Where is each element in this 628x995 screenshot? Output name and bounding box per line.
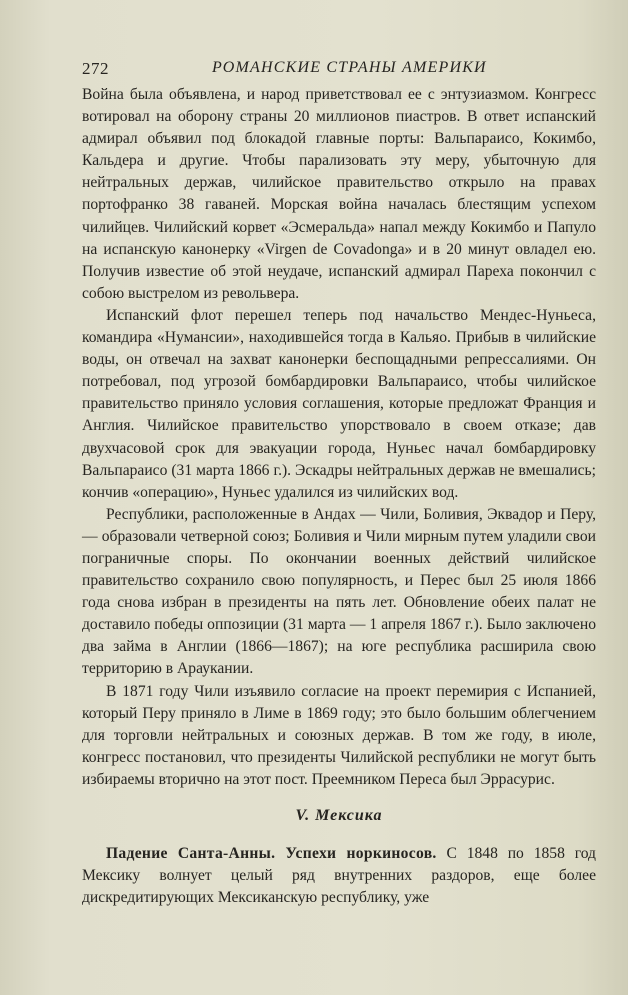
running-title: РОМАНСКИЕ СТРАНЫ АМЕРИКИ: [212, 59, 487, 76]
section-heading: V. Мексика: [295, 807, 383, 824]
paragraph: Республики, расположенные в Андах — Чили, Боливия, Эквадор и Перу, — образовали четверной союз; Боливия и Чили мирным путем уладили свои пограничные споры. По окончании военных действий чилийское правительство сохранило свою популярность, и Перес был 25 июля 1866 года снова избран в президенты на пять лет. Обновление обеих палат не доставило победы оппозиции (31 марта — 1 апреля 1867 г.). Было заключено два займа в Англии (1866—1867); на юге республика расширила свою территорию в Араукании.: [82, 505, 596, 678]
section-text: С 1848 по 1858 год Мексику волнует целый ряд внутренних раздоров, еще более дискредитирующих Мексиканскую республику, уже: [82, 845, 596, 907]
paragraph: Испанский флот перешел теперь под начальство Мендес-Нуньеса, командира «Нумансии», находившейся тогда в Кальяо. Прибыв в чилийские воды, он отвечал на захват канонерки беспощадными репрессалиями. Он потребовал, под угрозой бомбардировки Вальпараисо, чтобы чилийское правительство приняло условия соглашения, которые предложат Франция и Англия. Чилийское правительство упорствовало в своем отказе; дав двухчасовой срок для эвакуации города, Нуньес начал бомбардировку Вальпараисо (31 марта 1866 г.). Эскадры нейтральных держав не вмешались; кончив «операцию», Нуньес удалился из чилийских вод.: [82, 306, 596, 501]
paragraph: Война была объявлена, и народ приветствовал ее с энтузиазмом. Конгресс вотировал на оборону страны 20 миллионов пиастров. В ответ испанский адмирал объявил под блокадой главные порты: Вальпараисо, Кокимбо, Кальдера и другие. Чтобы парализовать эту меру, убыточную для нейтральных держав, чилийское правительство открыло на правах портофранко 38 гаваней. Морская война началась блестящим успехом чилийцев. Чилийский корвет «Эсмеральда» напал между Кокимбо и Папуло на испанскую канонерку «Virgen de Covadonga» и в 20 минут овладел ею. Получив известие об этой неудаче, испанский адмирал Пареха покончил с собою выстрелом из револьвера.: [82, 86, 596, 302]
page-header: [82, 56, 602, 82]
body-text: [82, 84, 596, 909]
paragraph: В 1871 году Чили изъявило согласие на проект перемирия с Испанией, который Перу приняло в Лиме в 1869 году; это было большим облегчением для торговли нейтральных и союзных держав. В том же году, в июле, конгресс постановил, что президенты Чилийской республики не могут быть избираемы вторично на этот пост. Преемником Переса был Эррасурис.: [82, 682, 596, 788]
page-number: 272: [82, 59, 109, 78]
section-paragraph: [82, 843, 596, 909]
section-lead: Падение Санта-Анны. Успехи норкиносов.: [106, 845, 437, 863]
